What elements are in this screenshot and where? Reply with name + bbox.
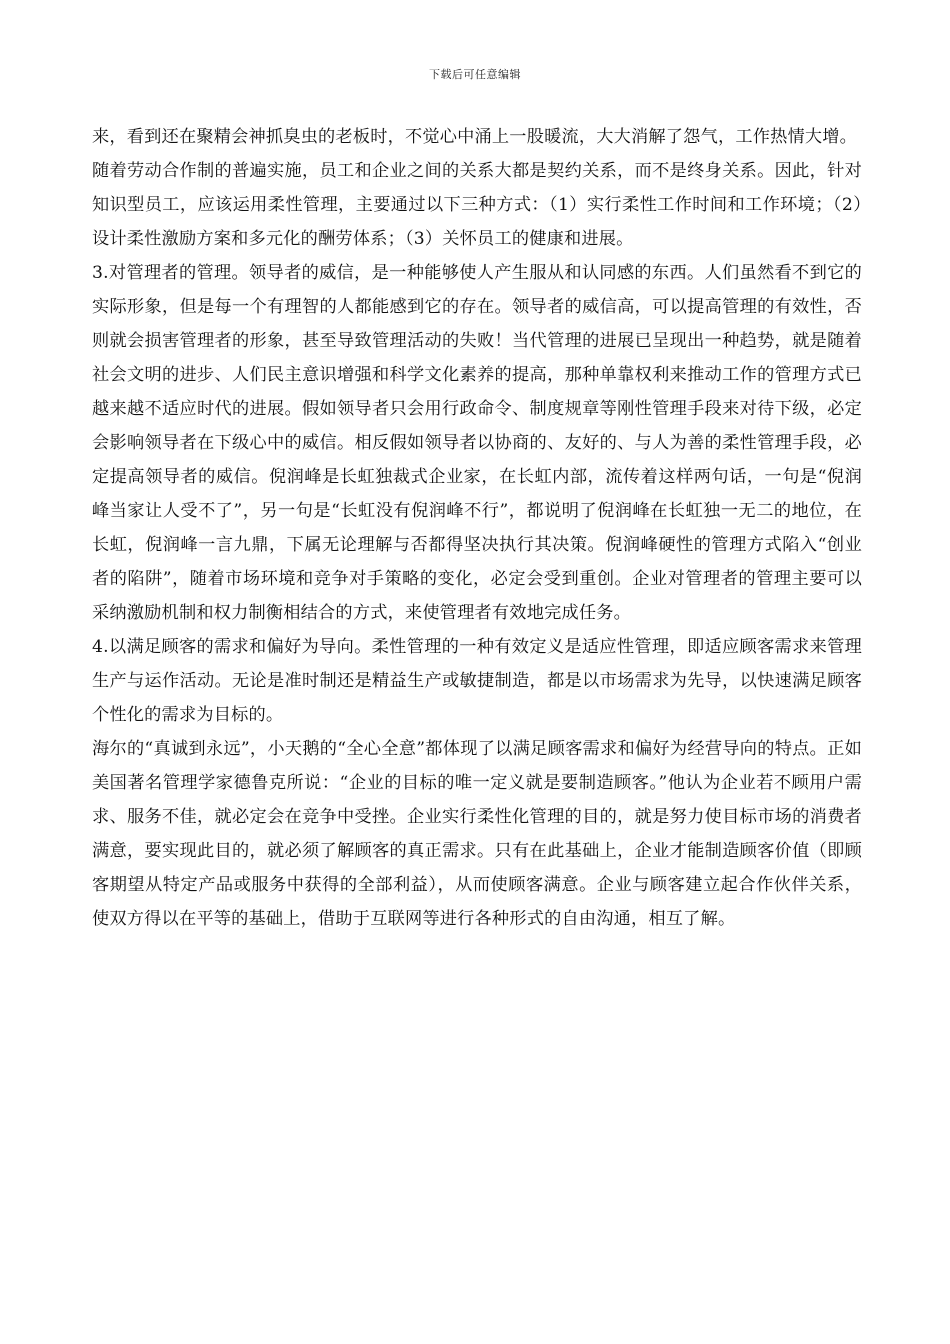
document-body <box>92 120 862 936</box>
paragraph-customer-orientation: 4.以满足顾客的需求和偏好为导向。柔性管理的一种有效定义是适应性管理，即适应顾客需求来管理生产与运作活动。无论是准时制还是精益生产或敏捷制造，都是以市场需求为先导，以快速满足顾客个性化的需求为目标的。 <box>92 637 862 725</box>
paragraph-manager-management: 3.对管理者的管理。领导者的威信，是一种能够使人产生服从和认同感的东西。人们虽然看不到它的实际形象，但是每一个有理智的人都能感到它的存在。领导者的威信高，可以提高管理的有效性，否则就会损害管理者的形象，甚至导致管理活动的失败！当代管理的进展已呈现出一种趋势，就是随着社会文明的进步、人们民主意识增强和科学文化素养的提高，那种单靠权利来推动工作的管理方式已越来越不适应时代的进展。假如领导者只会用行政命令、制度规章等刚性管理手段来对待下级，必定会影响领导者在下级心中的威信。相反假如领导者以协商的、友好的、与人为善的柔性管理手段，必定提高领导者的威信。倪润峰是长虹独裁式企业家，在长虹内部，流传着这样两句话，一句是“倪润峰当家让人受不了”，另一句是“长虹没有倪润峰不行”，都说明了倪润峰在长虹独一无二的地位，在长虹，倪润峰一言九鼎，下属无论理解与否都得坚决执行其决策。倪润峰硬性的管理方式陷入“创业者的陷阱”，随着市场环境和竞争对手策略的变化，必定会受到重创。企业对管理者的管理主要可以采纳激励机制和权力制衡相结合的方式，来使管理者有效地完成任务。 <box>92 263 862 623</box>
paragraph-continuation: 来，看到还在聚精会神抓臭虫的老板时，不觉心中涌上一股暖流，大大消解了怨气，工作热情大增。 <box>92 127 858 147</box>
header-note: 下载后可任意编辑 <box>429 68 521 81</box>
paragraph-haier-example: 海尔的“真诚到永远”，小天鹅的“全心全意”都体现了以满足顾客需求和偏好为经营导向的特点。正如美国著名管理学家德鲁克所说：“企业的目标的唯一定义就是要制造顾客。”他认为企业若不顾用户需求、服务不佳，就必定会在竞争中受挫。企业实行柔性化管理的目的，就是努力使目标市场的消费者满意，要实现此目的，就必须了解顾客的真正需求。只有在此基础上，企业才能制造顾客价值（即顾客期望从特定产品或服务中获得的全部利益），从而使顾客满意。企业与顾客建立起合作伙伴关系，使双方得以在平等的基础上，借助于互联网等进行各种形式的自由沟通，相互了解。 <box>92 739 862 929</box>
paragraph-knowledge-workers: 随着劳动合作制的普遍实施，员工和企业之间的关系大都是契约关系，而不是终身关系。因此，针对知识型员工，应该运用柔性管理，主要通过以下三种方式：（1）实行柔性工作时间和工作环境；（2）设计柔性激励方案和多元化的酬劳体系；（3）关怀员工的健康和进展。 <box>92 161 862 249</box>
